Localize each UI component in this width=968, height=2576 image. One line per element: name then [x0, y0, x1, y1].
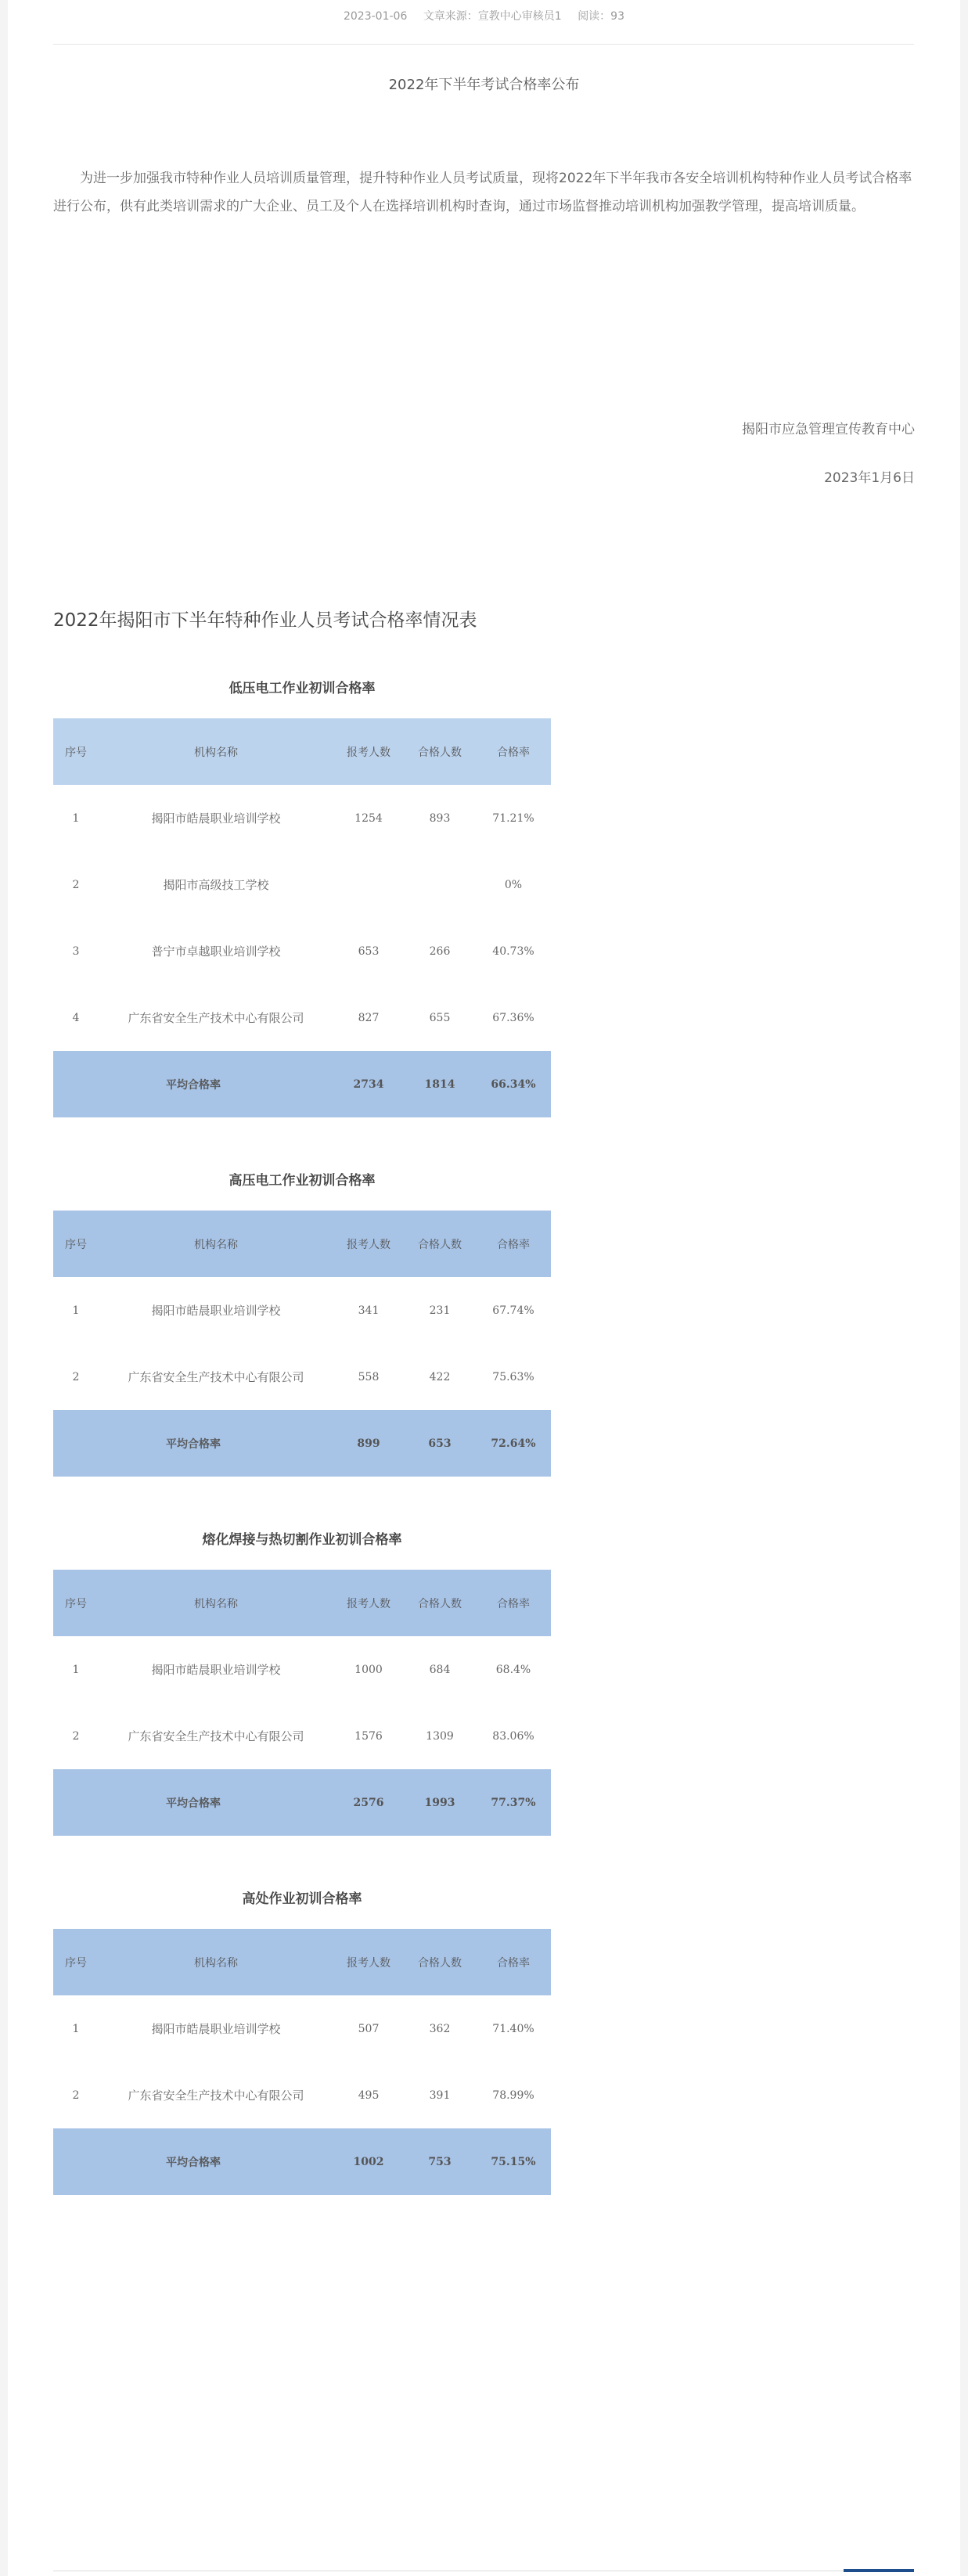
header-org: 机构名称: [194, 1597, 238, 1610]
cell-index: 4: [72, 1011, 80, 1024]
cell-passed: 362: [429, 2022, 451, 2035]
cell-org: 揭阳市皓晨职业培训学校: [151, 811, 281, 826]
cell-rate: 78.99%: [492, 2089, 534, 2102]
cell-applicants: 1576: [354, 1729, 383, 1743]
cell-passed: 893: [429, 811, 451, 825]
cell-rate: 71.40%: [492, 2022, 534, 2035]
cell-passed: 422: [429, 1370, 451, 1383]
cell-org: 广东省安全生产技术中心有限公司: [128, 2089, 304, 2103]
cell-passed: 655: [429, 1011, 451, 1024]
cell-index: 1: [72, 1304, 80, 1317]
cell-rate: 67.36%: [492, 1011, 534, 1024]
average-applicants: 2734: [353, 1078, 384, 1091]
cell-rate: 71.21%: [492, 811, 534, 825]
table-row: [53, 1344, 551, 1410]
header-org: 机构名称: [194, 1956, 238, 1970]
signature-date: 2023年1月6日: [824, 470, 915, 486]
average-row: [53, 2128, 551, 2195]
header-applicants: 报考人数: [347, 1956, 390, 1970]
average-passed: 753: [428, 2155, 452, 2168]
article-meta: [8, 8, 960, 23]
header-index: 序号: [65, 1238, 87, 1251]
cell-applicants: [333, 851, 404, 918]
cell-index: 2: [72, 2089, 80, 2102]
average-rate: 72.64%: [491, 1437, 536, 1450]
table-caption: 熔化焊接与热切割作业初训合格率: [202, 1532, 402, 1548]
cell-index: 1: [72, 2022, 80, 2035]
header-passed: 合格人数: [418, 1597, 462, 1610]
table-row: [53, 1995, 551, 2062]
table-row: [53, 1277, 551, 1344]
average-row: [53, 1051, 551, 1117]
cell-index: 2: [72, 878, 80, 891]
cell-applicants: 1254: [354, 811, 383, 825]
header-applicants: 报考人数: [347, 1597, 390, 1610]
header-org: 机构名称: [194, 746, 238, 759]
cell-index: 2: [72, 1729, 80, 1743]
table-caption: 低压电工作业初训合格率: [229, 681, 376, 696]
pass-rate-table-height-work: [53, 1929, 551, 2195]
table-row: [53, 918, 551, 984]
cell-applicants: 827: [358, 1011, 380, 1024]
cell-rate: 0%: [504, 878, 523, 891]
average-passed: 653: [428, 1437, 452, 1450]
header-index: 序号: [65, 746, 87, 759]
average-applicants: 1002: [353, 2155, 384, 2168]
average-label: 平均合格率: [166, 1797, 221, 1810]
table-row: [53, 1703, 551, 1769]
average-label: 平均合格率: [166, 1437, 221, 1451]
article-title: 2022年下半年考试合格率公布: [388, 77, 580, 93]
cell-passed: 391: [429, 2089, 451, 2102]
cell-applicants: 341: [358, 1304, 380, 1317]
header-passed: 合格人数: [418, 1956, 462, 1970]
average-passed: 1814: [424, 1078, 455, 1091]
cell-index: 1: [72, 811, 80, 825]
signature-organization: 揭阳市应急管理宣传教育中心: [742, 422, 915, 437]
average-rate: 75.15%: [491, 2155, 536, 2168]
cell-org: 广东省安全生产技术中心有限公司: [128, 1370, 304, 1384]
cell-passed: 1309: [426, 1729, 454, 1743]
header-passed: 合格人数: [418, 746, 462, 759]
footer-accent-bar: [844, 2569, 914, 2572]
cell-passed: 266: [429, 944, 451, 958]
cell-rate: 68.4%: [495, 1663, 531, 1676]
article-source: 文章来源：宣教中心审核员1: [423, 10, 562, 23]
table-row: [53, 2062, 551, 2128]
cell-org: 普宁市卓越职业培训学校: [151, 944, 281, 959]
cell-applicants: 558: [358, 1370, 380, 1383]
header-passed: 合格人数: [418, 1238, 462, 1251]
cell-rate: 40.73%: [492, 944, 534, 958]
cell-passed: 231: [429, 1304, 451, 1317]
cell-org: 揭阳市皓晨职业培训学校: [151, 2022, 281, 2036]
header-index: 序号: [65, 1597, 87, 1610]
cell-org: 广东省安全生产技术中心有限公司: [128, 1011, 304, 1025]
cell-applicants: 495: [358, 2089, 380, 2102]
average-passed: 1993: [424, 1796, 455, 1809]
header-divider: [53, 44, 914, 45]
summary-title: 2022年揭阳市下半年特种作业人员考试合格率情况表: [53, 610, 477, 631]
average-rate: 66.34%: [491, 1078, 536, 1091]
pass-rate-table-welding: [53, 1570, 551, 1836]
average-row: [53, 1410, 551, 1477]
table-row: [53, 1636, 551, 1703]
table-header-row: [53, 718, 551, 785]
table-header-row: [53, 1570, 551, 1636]
article-intro: 为进一步加强我市特种作业人员培训质量管理，提升特种作业人员考试质量，现将2022年下半年我市各安全培训机构特种作业人员考试合格率进行公布，供有此类培训需求的广大企业、员工及个人在选择培训机构时查询，通过市场监督推动培训机构加强教学管理，提高培训质量。: [53, 171, 912, 214]
pass-rate-table-low-voltage: [53, 718, 551, 1117]
average-applicants: 899: [357, 1437, 380, 1450]
cell-index: 3: [72, 944, 80, 958]
cell-rate: 83.06%: [492, 1729, 534, 1743]
table-row: [53, 785, 551, 851]
cell-passed: 684: [429, 1663, 451, 1676]
cell-rate: 75.63%: [492, 1370, 534, 1383]
cell-index: 1: [72, 1663, 80, 1676]
cell-org: 揭阳市高级技工学校: [163, 878, 269, 892]
cell-org: 揭阳市皓晨职业培训学校: [151, 1304, 281, 1318]
publish-date: 2023-01-06: [343, 10, 408, 23]
header-applicants: 报考人数: [347, 1238, 390, 1251]
header-applicants: 报考人数: [347, 746, 390, 759]
table-header-row: [53, 1211, 551, 1277]
cell-passed: [404, 851, 476, 918]
header-rate: 合格率: [497, 1956, 530, 1970]
header-org: 机构名称: [194, 1238, 238, 1251]
average-row: [53, 1769, 551, 1836]
cell-org: 揭阳市皓晨职业培训学校: [151, 1663, 281, 1677]
header-index: 序号: [65, 1956, 87, 1970]
average-label: 平均合格率: [166, 1078, 221, 1092]
header-rate: 合格率: [497, 746, 530, 759]
table-caption: 高处作业初训合格率: [242, 1891, 362, 1907]
table-header-row: [53, 1929, 551, 1995]
cell-rate: 67.74%: [492, 1304, 534, 1317]
table-row: [53, 984, 551, 1051]
cell-index: 2: [72, 1370, 80, 1383]
cell-applicants: 653: [358, 944, 380, 958]
average-rate: 77.37%: [491, 1796, 536, 1809]
table-caption: 高压电工作业初训合格率: [229, 1173, 376, 1189]
cell-org: 广东省安全生产技术中心有限公司: [128, 1729, 304, 1743]
pass-rate-table-high-voltage: [53, 1211, 551, 1477]
cell-applicants: 1000: [354, 1663, 383, 1676]
header-rate: 合格率: [497, 1238, 530, 1251]
header-rate: 合格率: [497, 1597, 530, 1610]
average-applicants: 2576: [353, 1796, 384, 1809]
article-page: [8, 0, 960, 2576]
cell-applicants: 507: [358, 2022, 380, 2035]
view-count: 阅读：93: [578, 10, 625, 23]
average-label: 平均合格率: [166, 2156, 221, 2169]
table-row: [53, 851, 551, 918]
